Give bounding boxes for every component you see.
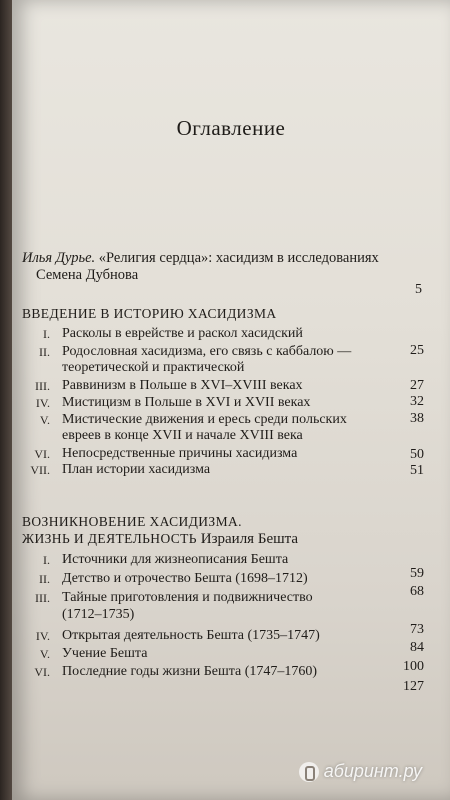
toc-page-number: 38 [410,411,424,426]
toc-row-title: Мистические движения и ересь среди польских [62,412,347,427]
toc-row-title: Непосредственные причины хасидизма [62,446,298,461]
toc-page-number: 25 [410,343,424,358]
toc-row-number: VII. [30,463,50,477]
toc-page-number: 73 [410,622,424,637]
toc-row-number: I. [43,553,50,567]
section-2-heading-name: Израиля Бешта [200,531,299,547]
toc-row-title: теоретической и практической [62,360,245,375]
toc-page-number: 127 [403,679,424,694]
toc-row-title: Источники для жизнеописания Бешта [62,552,289,567]
toc-row-number: IV. [35,396,50,410]
toc-row-title: Тайные приготовления и подвижничество [62,590,313,605]
labirint-logo-icon [299,762,319,782]
intro-text-line-2: Семена Дубнова [36,267,139,283]
toc-row-title: евреев в конце XVII и начале XVIII века [62,428,303,443]
toc-row-title: Родословная хасидизма, его связь с каббалою — [62,344,352,359]
page-title: Оглавление [176,116,286,140]
section-2-heading-part: ЖИЗНЬ И ДЕЯТЕЛЬНОСТЬ [22,531,197,546]
toc-page-number: 84 [410,640,424,655]
watermark [299,761,422,782]
toc-row-title: Последние годы жизни Бешта (1747–1760) [62,664,318,679]
toc-row-title: Расколы в еврействе и раскол хасидский [62,326,303,341]
toc-row-number: II. [39,345,50,359]
watermark-text: абиринт.ру [323,761,422,781]
toc-page-number: 51 [410,463,424,478]
toc-row-number: III. [35,591,50,605]
toc-page-number: 100 [403,659,424,674]
section-2-heading-line-2 [22,531,298,548]
toc-row-number: VI. [34,665,50,679]
intro-author: Илья Дурье. [22,250,96,266]
toc-page-number: 27 [410,378,424,393]
section-1-heading: ВВЕДЕНИЕ В ИСТОРИЮ ХАСИДИЗМА [22,306,277,321]
section-2-heading-line-1: ВОЗНИКНОВЕНИЕ ХАСИДИЗМА. [22,514,242,529]
toc-row-title: Мистицизм в Польше в XVI и XVII веках [62,395,311,410]
toc-row-title: (1712–1735) [62,607,135,622]
toc-row-number: V. [39,413,50,427]
toc-row-title: Открытая деятельность Бешта (1735–1747) [62,628,320,643]
toc-page-number: 68 [410,584,424,599]
toc-row-number: VI. [34,447,50,461]
toc-row-number: III. [35,379,50,393]
toc-row-number: II. [39,572,50,586]
toc-row-title: План истории хасидизма [62,462,211,477]
intro-entry [22,250,422,284]
toc-page-number: 32 [410,394,424,409]
toc-row-title: Детство и отрочество Бешта (1698–1712) [62,571,308,586]
toc-row-title: Учение Бешта [62,646,148,661]
toc-row-number: V. [39,647,50,661]
toc-row-number: I. [43,327,50,341]
toc-row-number: IV. [35,629,50,643]
intro-text-line-1: «Религия сердца»: хасидизм в исследованиях [98,250,379,266]
toc-row-title: Раввинизм в Польше в XVI–XVIII веках [62,378,303,393]
intro-page-number: 5 [415,282,422,297]
toc-page-number: 59 [410,566,424,581]
book-page [12,0,450,800]
toc-page-number: 50 [410,447,424,462]
